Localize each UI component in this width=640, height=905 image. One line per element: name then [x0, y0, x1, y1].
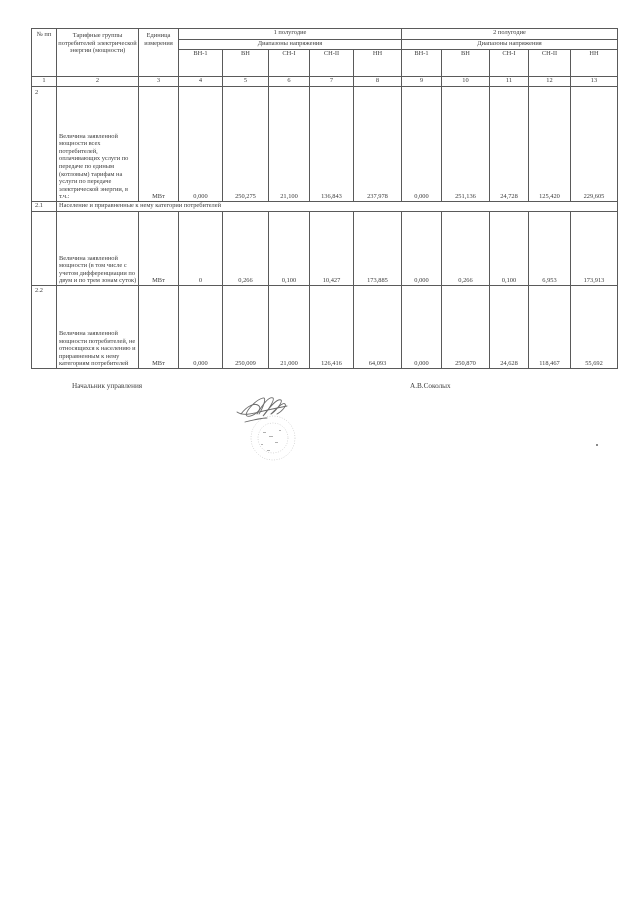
value-cell: 0,000	[402, 87, 442, 202]
value-cell: 24,728	[490, 87, 529, 202]
row-label: Величина заявленной мощности (в том числе с учетом дифференциации по двум и по трем зонам суток)	[57, 212, 139, 286]
column-number: 9	[402, 77, 442, 87]
column-number: 13	[571, 77, 618, 87]
value-cell: 251,136	[442, 87, 490, 202]
level-header: НН	[571, 50, 618, 77]
value-cell: 64,093	[354, 286, 402, 369]
value-cell: 0,000	[179, 87, 223, 202]
value-cell: 0,000	[402, 286, 442, 369]
row-unit: МВт	[139, 286, 179, 369]
level-header: ВН	[223, 50, 269, 77]
value-cell: 0,100	[490, 212, 529, 286]
value-cell: 55,692	[571, 286, 618, 369]
table-row	[32, 212, 618, 286]
value-cell: 136,843	[310, 87, 354, 202]
row-number	[32, 212, 57, 286]
row-label: Величина заявленной мощности потребителей, не относящихся к населению и приравненным к нему категориям потребителей	[57, 286, 139, 369]
signoff-name: А.В.Соколых	[410, 382, 451, 390]
header-num: № пп	[32, 29, 57, 77]
value-cell: 173,885	[354, 212, 402, 286]
row-label: Величина заявленной мощности всех потребителей, оплачивающих услуги по передаче по единым (котловым) тарифам на услуги по передаче электрической энергии, в т.ч.:	[57, 87, 139, 202]
header-half2: 2 полугодие	[402, 29, 618, 40]
value-cell: 173,913	[571, 212, 618, 286]
column-number: 4	[179, 77, 223, 87]
header-half1: 1 полугодие	[179, 29, 402, 40]
value-cell: 10,427	[310, 212, 354, 286]
tariff-table	[31, 28, 618, 369]
header-range-half1: Диапазоны напряжения	[179, 40, 402, 50]
row-unit: МВт	[139, 212, 179, 286]
section-row	[32, 202, 618, 212]
row-number: 2.1	[32, 202, 57, 212]
column-number: 3	[139, 77, 179, 87]
scan-speck	[596, 444, 598, 446]
column-number: 1	[32, 77, 57, 87]
handwritten-signature	[233, 392, 305, 466]
value-cell: 21,100	[269, 87, 310, 202]
value-cell: 250,009	[223, 286, 269, 369]
table-row	[32, 87, 618, 202]
column-number: 8	[354, 77, 402, 87]
level-header: ВН-1	[402, 50, 442, 77]
level-header: СН-I	[490, 50, 529, 77]
tariff-table-sheet	[31, 28, 605, 369]
level-header: СН-I	[269, 50, 310, 77]
table-row	[32, 286, 618, 369]
value-cell: 0	[179, 212, 223, 286]
value-cell: 0,266	[223, 212, 269, 286]
column-number: 10	[442, 77, 490, 87]
section-title: Население и приравненные к нему категории потребителей	[57, 202, 618, 212]
header-range-half2: Диапазоны напряжения	[402, 40, 618, 50]
header-unit: Единица измерения	[139, 29, 179, 77]
signoff-title: Начальник управления	[72, 382, 143, 390]
column-number: 11	[490, 77, 529, 87]
level-header: НН	[354, 50, 402, 77]
value-cell: 126,416	[310, 286, 354, 369]
value-cell: 24,628	[490, 286, 529, 369]
column-number: 12	[529, 77, 571, 87]
row-number: 2	[32, 87, 57, 202]
level-header: ВН	[442, 50, 490, 77]
column-number: 5	[223, 77, 269, 87]
header-group: Тарифные группы потребителей электрической энергии (мощности)	[57, 29, 139, 77]
row-unit: МВт	[139, 87, 179, 202]
value-cell: 0,000	[179, 286, 223, 369]
value-cell: 0,100	[269, 212, 310, 286]
value-cell: 237,978	[354, 87, 402, 202]
column-number: 2	[57, 77, 139, 87]
level-header: СН-II	[529, 50, 571, 77]
value-cell: 250,870	[442, 286, 490, 369]
level-header: ВН-1	[179, 50, 223, 77]
value-cell: 229,605	[571, 87, 618, 202]
value-cell: 6,953	[529, 212, 571, 286]
column-number: 7	[310, 77, 354, 87]
column-number: 6	[269, 77, 310, 87]
level-header: СН-II	[310, 50, 354, 77]
value-cell: 0,000	[402, 212, 442, 286]
value-cell: 118,467	[529, 286, 571, 369]
value-cell: 125,420	[529, 87, 571, 202]
value-cell: 250,275	[223, 87, 269, 202]
row-number: 2.2	[32, 286, 57, 369]
value-cell: 21,000	[269, 286, 310, 369]
value-cell: 0,266	[442, 212, 490, 286]
